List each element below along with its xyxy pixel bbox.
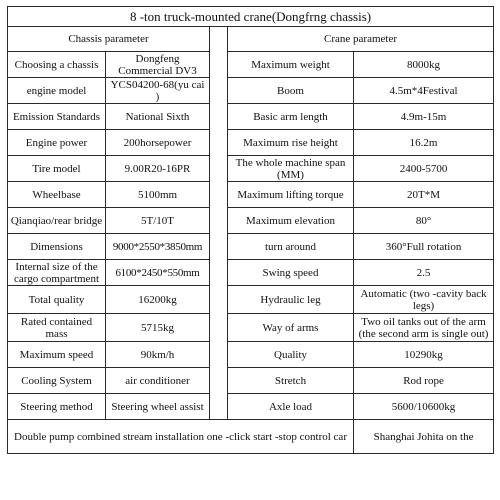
crane-param-value: 20T*M (354, 182, 494, 208)
chassis-param-value: National Sixth (106, 104, 210, 130)
crane-param-label: Maximum elevation (228, 208, 354, 234)
chassis-param-value: 200horsepower (106, 130, 210, 156)
chassis-param-label: Choosing a chassis (8, 52, 106, 78)
footer-origin: Shanghai Johita on the (354, 420, 494, 454)
column-gap (210, 314, 228, 342)
chassis-param-label: engine model (8, 78, 106, 104)
crane-param-value: Rod rope (354, 368, 494, 394)
chassis-param-label: Internal size of the cargo compartment (8, 260, 106, 286)
table-title: 8 -ton truck-mounted crane(Dongfrng chassis) (8, 7, 494, 27)
column-gap (210, 104, 228, 130)
column-gap (210, 52, 228, 78)
column-gap (210, 342, 228, 368)
table-row (8, 394, 494, 420)
crane-param-value: 5600/10600kg (354, 394, 494, 420)
section-header-row (8, 27, 494, 52)
crane-param-value (354, 314, 494, 342)
chassis-param-value: 6100*2450*550mm (106, 260, 210, 286)
column-gap (210, 286, 228, 314)
table-row (8, 314, 494, 342)
chassis-param-label: Qianqiao/rear bridge (8, 208, 106, 234)
chassis-param-label: Total quality (8, 286, 106, 314)
column-gap (210, 208, 228, 234)
table-row (8, 286, 494, 314)
chassis-param-label: Steering method (8, 394, 106, 420)
column-gap (210, 260, 228, 286)
column-gap (210, 156, 228, 182)
footer-note: Double pump combined stream installation one -click start -stop control car (8, 420, 354, 454)
chassis-param-label: Rated contained mass (8, 314, 106, 342)
column-gap (210, 234, 228, 260)
crane-param-label: Quality (228, 342, 354, 368)
crane-param-label: Maximum weight (228, 52, 354, 78)
crane-param-value-text: Two oil tanks out of the arm (the second arm is single out) (358, 315, 489, 340)
chassis-param-value: 5100mm (106, 182, 210, 208)
crane-param-label: turn around (228, 234, 354, 260)
column-gap (210, 78, 228, 104)
table-row (8, 368, 494, 394)
crane-param-value: 80° (354, 208, 494, 234)
crane-param-label: Swing speed (228, 260, 354, 286)
crane-param-value: 16.2m (354, 130, 494, 156)
column-gap (210, 368, 228, 394)
crane-param-value: 2400-5700 (354, 156, 494, 182)
table-row (8, 182, 494, 208)
crane-param-value: Automatic (two -cavity back legs) (354, 286, 494, 314)
chassis-param-value: 9.00R20-16PR (106, 156, 210, 182)
table-row (8, 342, 494, 368)
crane-param-label: Way of arms (228, 314, 354, 342)
chassis-param-label: Engine power (8, 130, 106, 156)
crane-param-label: Axle load (228, 394, 354, 420)
crane-param-label: Maximum lifting torque (228, 182, 354, 208)
crane-param-label: Hydraulic leg (228, 286, 354, 314)
chassis-param-value: air conditioner (106, 368, 210, 394)
table-row (8, 156, 494, 182)
crane-param-label: The whole machine span (MM) (228, 156, 354, 182)
chassis-param-label: Maximum speed (8, 342, 106, 368)
table-row (8, 78, 494, 104)
crane-param-value: 10290kg (354, 342, 494, 368)
column-gap (210, 394, 228, 420)
table-row (8, 234, 494, 260)
chassis-param-value: 90km/h (106, 342, 210, 368)
chassis-param-label: Emission Standards (8, 104, 106, 130)
chassis-param-label: Tire model (8, 156, 106, 182)
crane-param-label: Maximum rise height (228, 130, 354, 156)
chassis-param-value: Dongfeng Commercial DV3 (106, 52, 210, 78)
title-row (8, 7, 494, 27)
crane-param-value: 8000kg (354, 52, 494, 78)
chassis-param-value: YCS04200-68(yu cai ) (106, 78, 210, 104)
table-row (8, 260, 494, 286)
chassis-param-value: 16200kg (106, 286, 210, 314)
chassis-param-value: 5715kg (106, 314, 210, 342)
crane-param-value: 4.9m-15m (354, 104, 494, 130)
crane-param-label: Boom (228, 78, 354, 104)
table-row (8, 52, 494, 78)
chassis-param-value: 5T/10T (106, 208, 210, 234)
crane-section-header: Crane parameter (228, 27, 494, 52)
table-row (8, 104, 494, 130)
column-gap (210, 182, 228, 208)
chassis-param-label: Dimensions (8, 234, 106, 260)
footer-row (8, 420, 494, 454)
crane-spec-table (7, 6, 494, 454)
crane-param-value: 360°Full rotation (354, 234, 494, 260)
chassis-param-value: 9000*2550*3850mm (106, 234, 210, 260)
chassis-param-value: Steering wheel assist (106, 394, 210, 420)
chassis-param-label: Cooling System (8, 368, 106, 394)
crane-param-label: Stretch (228, 368, 354, 394)
column-gap (210, 27, 228, 52)
table-row (8, 208, 494, 234)
crane-param-value: 2.5 (354, 260, 494, 286)
chassis-param-label: Wheelbase (8, 182, 106, 208)
table-row (8, 130, 494, 156)
crane-param-value: 4.5m*4Festival (354, 78, 494, 104)
crane-param-label: Basic arm length (228, 104, 354, 130)
column-gap (210, 130, 228, 156)
chassis-section-header: Chassis parameter (8, 27, 210, 52)
